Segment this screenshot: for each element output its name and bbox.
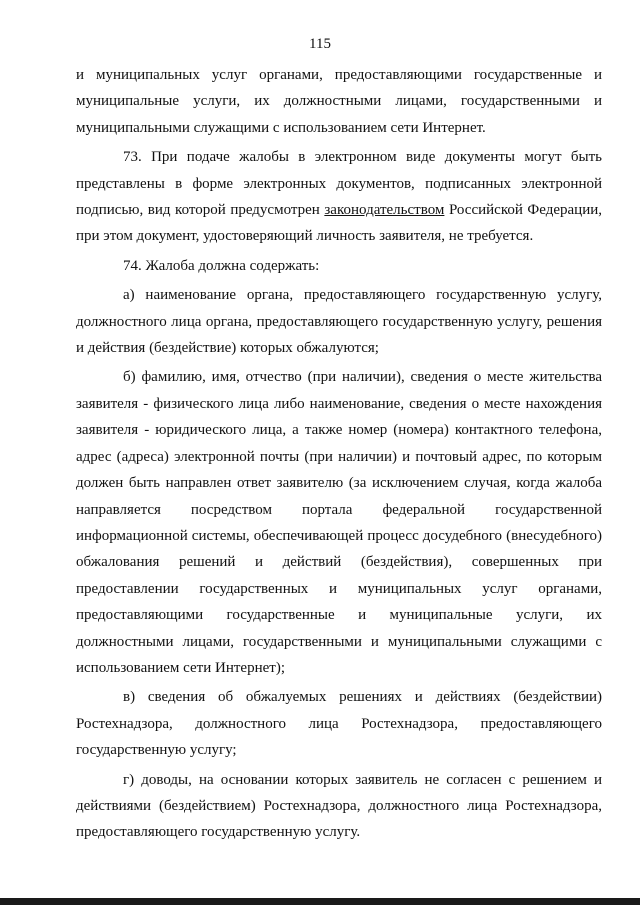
list-item-v: в) сведения об обжалуемых решениях и действиях (бездействии) Ростехнадзора, должностного лица Ростехнадзора, предоставляющего государственную услугу; <box>76 689 602 759</box>
legislation-link[interactable]: законодательством <box>324 202 445 219</box>
list-item-a: а) наименование органа, предоставляющего государственную услугу, должностного лица органа, предоставляющего государственную услугу, решения и действия (бездействие) которых обжалуются; <box>76 287 602 357</box>
scan-bottom-edge <box>0 898 640 905</box>
paragraph-continuation: и муниципальных услуг органами, предоставляющими государственные и муниципальные услуги, их должностными лицами, государственными и муниципальными служащими с использованием сети Интернет. <box>76 67 602 136</box>
paragraph-74: 74. Жалоба должна содержать: <box>123 257 320 274</box>
list-item-b: б) фамилию, имя, отчество (при наличии), сведения о месте жительства заявителя - физического лица либо наименование, сведения о месте нахождения заявителя - юридического лица, а также номер (номера) контактного телефона, адрес (адреса) электронной почты (при наличии) и почтовый адрес, по которым должен быть направлен ответ заявителю (за исключением случая, когда жалоба направляется посредством портала федеральной государственной информационной системы, обеспечивающей процесс досудебного (внесудебного) обжалования решений и действий (бездействия), совершенных при предоставлении государственных и муниципальных услуг органами, предоставляющими государственные и муниципальные услуги, их должностными лицами, государственными и муниципальными служащими с использованием сети Интернет); <box>76 369 602 676</box>
paragraph-73-text-end: Российской Федерации, при этом документ, удостоверяющий личность заявителя, не требуется. <box>76 202 603 245</box>
page-number: 115 <box>309 36 331 52</box>
list-item-g: г) доводы, на основании которых заявитель не согласен с решением и действиями (бездействием) Ростехнадзора, должностного лица Ростехнадзора, предоставляющего государственную услугу. <box>76 771 602 841</box>
paragraph-73-text-start: 73. При подаче жалобы в электронном виде документы могут быть представлены в форме электронных документов, подписанных электронной подписью, вид которой предусмотрен <box>76 149 602 219</box>
paragraph-73 <box>76 144 602 250</box>
document-body <box>76 62 602 846</box>
